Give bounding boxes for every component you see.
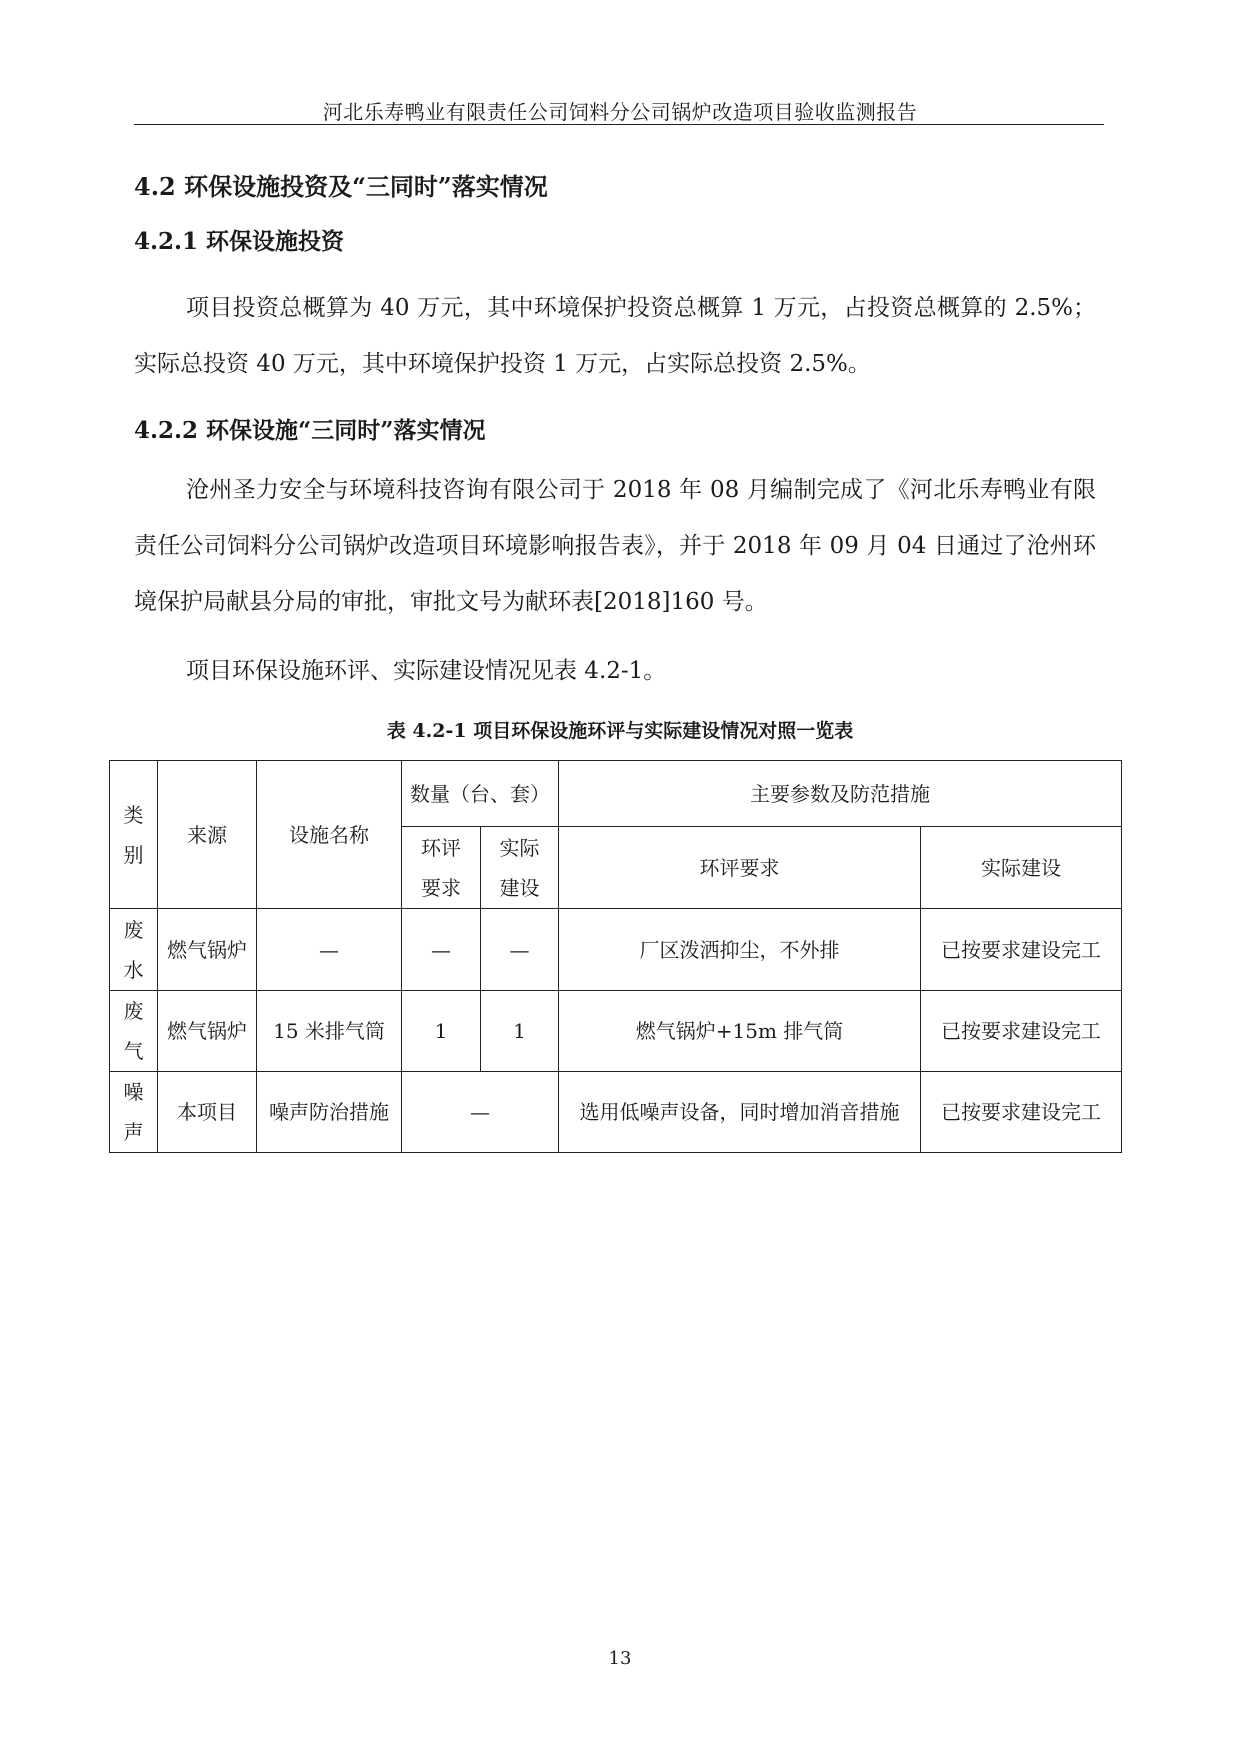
row-source: 本项目: [158, 1072, 257, 1153]
row-facility: 15 米排气筒: [257, 991, 402, 1072]
row-category: 废 气: [110, 991, 158, 1072]
table-row: [110, 909, 1122, 991]
row-source: 燃气锅炉: [158, 909, 257, 991]
row-qty-eia: 1: [402, 991, 481, 1072]
row-facility: 噪声防治措施: [257, 1072, 402, 1153]
header-source: 来源: [158, 761, 257, 909]
row-eia-requirement: 选用低噪声设备，同时增加消音措施: [559, 1072, 921, 1153]
header-quantity-actual: 实际 建设: [481, 827, 559, 909]
row-actual-construction: 已按要求建设完工: [921, 991, 1122, 1072]
table-row: [110, 991, 1122, 1072]
header-quantity-eia: 环评 要求: [402, 827, 481, 909]
row-qty-actual: —: [481, 909, 559, 991]
row-actual-construction: 已按要求建设完工: [921, 1072, 1122, 1153]
header-facility-name: 设施名称: [257, 761, 402, 909]
investment-paragraph: 项目投资总概算为 40 万元，其中环境保护投资总概算 1 万元，占投资总概算的 2.5%；实际总投资 40 万元，其中环境保护投资 1 万元，占实际总投资 2.5%。: [134, 295, 1096, 377]
row-source: 燃气锅炉: [158, 991, 257, 1072]
table-caption: 表 4.2-1 项目环保设施环评与实际建设情况对照一览表: [386, 720, 854, 742]
row-actual-construction: 已按要求建设完工: [921, 909, 1122, 991]
row-qty-eia: —: [402, 909, 481, 991]
table-reference-paragraph: 项目环保设施环评、实际建设情况见表 4.2-1。: [186, 658, 667, 684]
page-number: 13: [608, 1648, 632, 1669]
approval-paragraph: 沧州圣力安全与环境科技咨询有限公司于 2018 年 08 月编制完成了《河北乐寿鸭业有限责任公司饲料分公司锅炉改造项目环境影响报告表》，并于 2018 年 09 月 04 日通过了沧州环境保护局献县分局的审批，审批文号为献环表[2018]160 号。: [134, 477, 1096, 615]
row-category: 噪 声: [110, 1072, 158, 1153]
running-header: 河北乐寿鸭业有限责任公司饲料分公司锅炉改造项目验收监测报告: [322, 100, 918, 124]
section-heading-4-2: 4.2 环保设施投资及“三同时”落实情况: [134, 172, 548, 201]
row-category: 废 水: [110, 909, 158, 991]
header-params-eia: 环评要求: [559, 827, 921, 909]
row-eia-requirement: 厂区泼洒抑尘，不外排: [559, 909, 921, 991]
section-heading-4-2-2: 4.2.2 环保设施“三同时”落实情况: [134, 417, 486, 444]
row-facility: —: [257, 909, 402, 991]
facility-comparison-table: [109, 760, 1122, 1153]
table-header-row: [110, 761, 1122, 827]
header-divider: [134, 124, 1104, 125]
row-qty-merged: —: [402, 1072, 559, 1153]
row-qty-actual: 1: [481, 991, 559, 1072]
header-params: 主要参数及防范措施: [559, 761, 1122, 827]
header-category: 类 别: [110, 761, 158, 909]
table-row: [110, 1072, 1122, 1153]
header-params-actual: 实际建设: [921, 827, 1122, 909]
section-heading-4-2-1: 4.2.1 环保设施投资: [134, 228, 345, 255]
header-quantity: 数量（台、套）: [402, 761, 559, 827]
row-eia-requirement: 燃气锅炉+15m 排气筒: [559, 991, 921, 1072]
